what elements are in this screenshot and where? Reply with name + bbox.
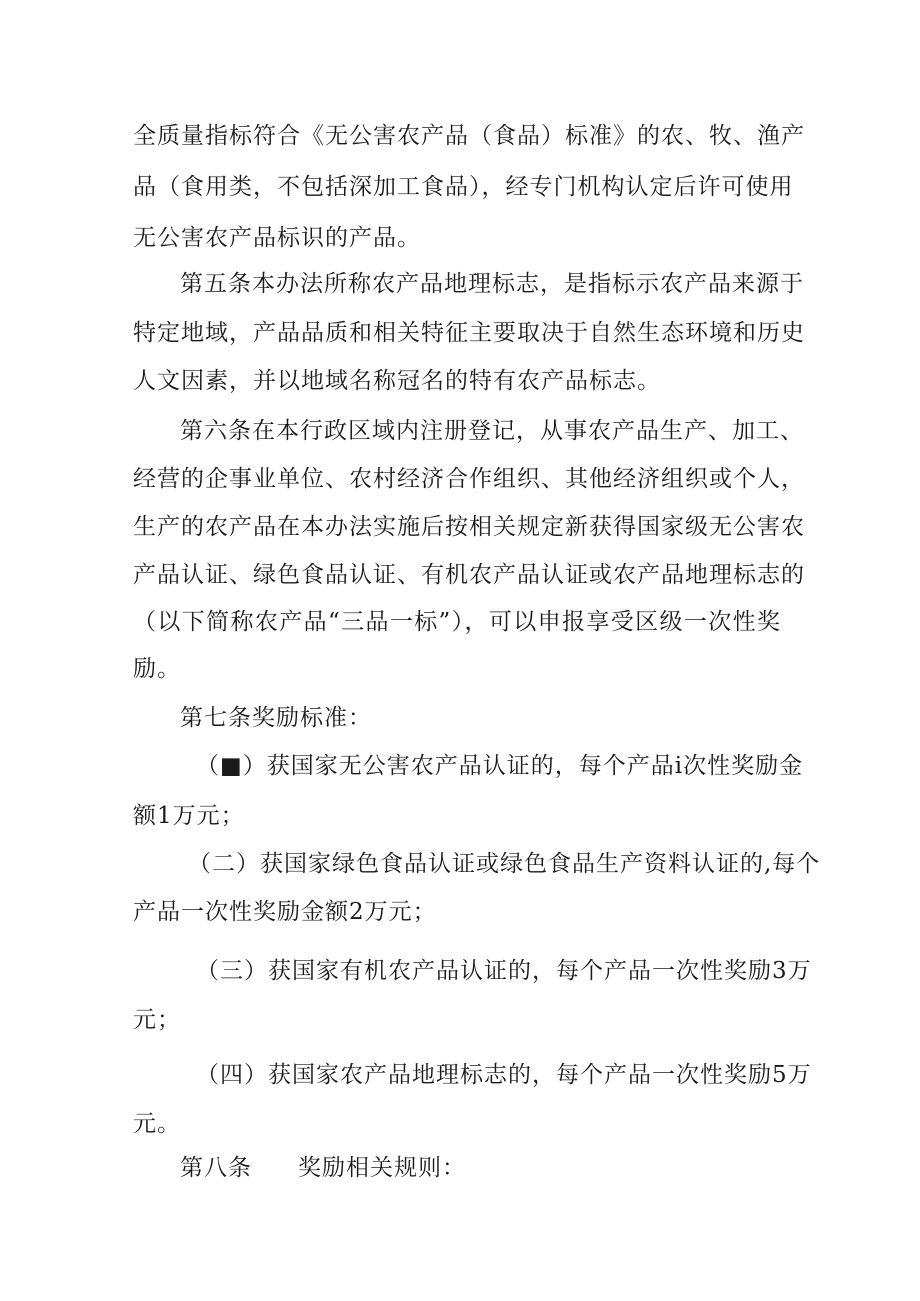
text-line: 无公害农产品标识的产品。: [133, 225, 421, 251]
text-line: 人文因素，并以地域名称冠名的特有农产品标志。: [133, 368, 661, 394]
article-title: 奖励相关规则：: [298, 1155, 466, 1181]
text-line: 第七条奖励标准：: [180, 705, 372, 731]
text-line: 元。: [133, 1111, 181, 1137]
article-heading: 第八条: [180, 1155, 252, 1181]
text-line: （四）获国家农产品地理标志的，每个产品一次性奖励5万: [196, 1062, 812, 1088]
text-line: （三）获国家有机农产品认证的，每个产品一次性奖励3万: [196, 958, 812, 984]
text-line: 产品一次性奖励金额2万元；: [133, 899, 437, 925]
text-line: 元；: [133, 1007, 181, 1033]
text-line: 额1万元；: [133, 803, 245, 829]
text-line: 经营的企事业单位、农村经济合作组织、其他经济组织或个人，: [133, 466, 805, 492]
text-line: 特定地域，产品品质和相关特征主要取决于自然生态环境和历史: [133, 320, 805, 346]
text-line: 全质量指标符合《无公害农产品（食品）标准》的农、牧、渔产: [133, 123, 805, 149]
text-line: 励。: [133, 656, 181, 682]
text-line: 第五条本办法所称农产品地理标志，是指标示农产品来源于: [180, 271, 804, 297]
text-line: 生产的农产品在本办法实施后按相关规定新获得国家级无公害农: [133, 514, 805, 540]
text-line: 第六条在本行政区域内注册登记，从事农产品生产、加工、: [180, 418, 804, 444]
text-line: 品（食用类，不包括深加工食品），经专门机构认定后许可使用: [133, 174, 794, 200]
text-line: （二）获国家绿色食品认证或绿色食品生产资料认证的,每个: [188, 851, 821, 877]
text-line: （■）获国家无公害农产品认证的，每个产品i次性奖励金: [196, 753, 804, 779]
text-line: 产品认证、绿色食品认证、有机农产品认证或农产品地理标志的: [133, 562, 805, 588]
text-line: （以下简称农产品“三品一标”），可以申报享受区级一次性奖: [133, 609, 781, 635]
